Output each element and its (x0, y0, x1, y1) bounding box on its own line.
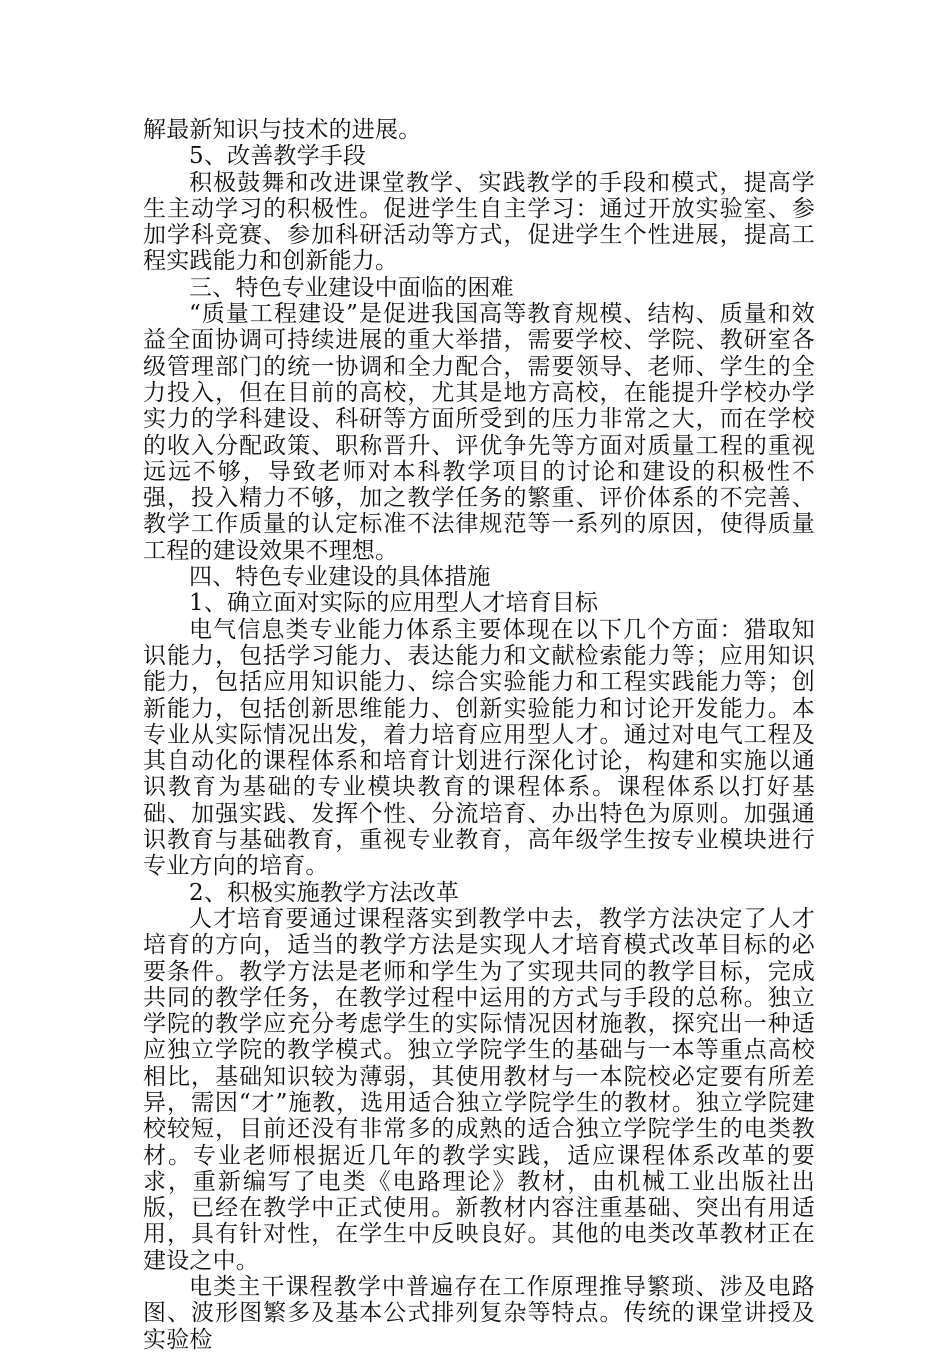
section-heading: 5、改善教学手段 (189, 143, 367, 170)
document-body (143, 117, 815, 1353)
subsection-heading: 1、确立面对实际的应用型人才培育目标 (189, 590, 599, 617)
section-heading: 三、特色专业建设中面临的困难 (189, 274, 514, 301)
subsection-heading: 2、积极实施教学方法改革 (189, 879, 460, 906)
body-paragraph: 积极鼓舞和改进课堂教学、实践教学的手段和模式，提高学生主动学习的积极性。促进学生自主学习：通过开放实验室、参加学科竞赛、参加科研活动等方式，促进学生个性进展，提高工程实践能力和创新能力。 (143, 169, 815, 275)
body-paragraph: “质量工程建设”是促进我国高等教育规模、结构、质量和效益全面协调可持续进展的重大举措，需要学校、学院、教研室各级管理部门的统一协调和全力配合，需要领导、老师、学生的全力投入，但在目前的高校，尤其是地方高校，在能提升学校办学实力的学科建设、科研等方面所受到的压力非常之大，而在学校的收入分配政策、职称晋升、评优争先等方面对质量工程的重视远远不够，导致老师对本科教学项目的讨论和建设的积极性不强，投入精力不够，加之教学任务的繁重、评价体系的不完善、教学工作质量的认定标准不法律规范等一系列的原因，使得质量工程的建设效果不理想。 (143, 301, 815, 564)
body-paragraph: 电类主干课程教学中普遍存在工作原理推导繁琐、涉及电路图、波形图繁多及基本公式排列复杂等特点。传统的课堂讲授及实验检 (143, 1274, 815, 1353)
body-paragraph: 人才培育要通过课程落实到教学中去，教学方法决定了人才培育的方向，适当的教学方法是实现人才培育模式改革目标的必要条件。教学方法是老师和学生为了实现共同的教学目标，完成共同的教学任务，在教学过程中运用的方式与手段的总称。独立学院的教学应充分考虑学生的实际情况因材施教，探究出一种适应独立学院的教学模式。独立学院学生的基础与一本等重点高校相比，基础知识较为薄弱，其使用教材与一本院校必定要有所差异，需因“才”施教，选用适合独立学院学生的教材。独立学院建校较短，目前还没有非常多的成熟的适合独立学院学生的电类教材。专业老师根据近几年的教学实践，适应课程体系改革的要求，重新编写了电类《电路理论》教材，由机械工业出版社出版，已经在教学中正式使用。新教材内容注重基础、突出有用适用，具有针对性，在学生中反映良好。其他的电类改革教材正在建设之中。 (143, 905, 815, 1274)
body-paragraph: 电气信息类专业能力体系主要体现在以下几个方面：猎取知识能力，包括学习能力、表达能力和文献检索能力等；应用知识能力，包括应用知识能力、综合实验能力和工程实践能力等；创新能力，包括创新思维能力、创新实验能力和讨论开发能力。本专业从实际情况出发，着力培育应用型人才。通过对电气工程及其自动化的课程体系和培育计划进行深化讨论，构建和实施以通识教育为基础的专业模块教育的课程体系。课程体系以打好基础、加强实践、发挥个性、分流培育、办出特色为原则。加强通识教育与基础教育，重视专业教育，高年级学生按专业模块进行专业方向的培育。 (143, 616, 815, 880)
paragraph-continuation: 解最新知识与技术的进展。 (143, 117, 422, 143)
section-heading: 四、特色专业建设的具体措施 (189, 564, 491, 591)
